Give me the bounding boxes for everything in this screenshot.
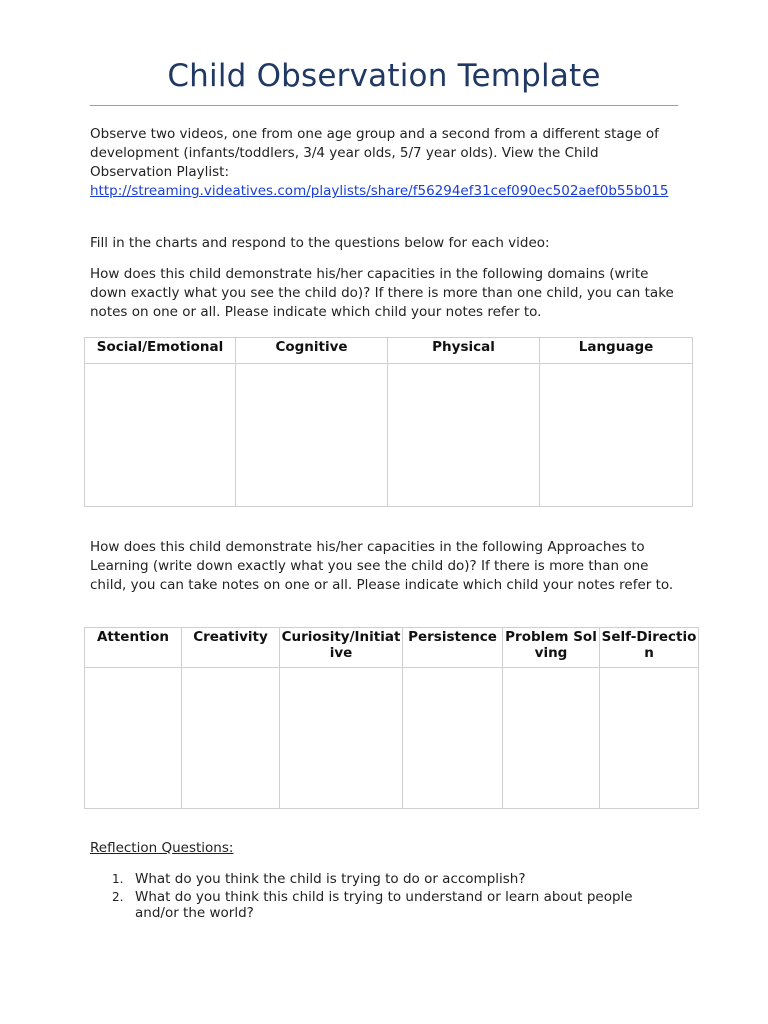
- reflection-heading: Reflection Questions:: [90, 840, 234, 856]
- playlist-link[interactable]: http://streaming.videatives.com/playlists/share/f56294ef31cef090ec502aef0b55b015: [90, 183, 669, 199]
- page-title: Child Observation Template: [167, 58, 601, 94]
- approach-header-curiosity-initiative: Curiosity/Initiative: [280, 628, 403, 668]
- intro-text: Observe two videos, one from one age group and a second from a different stage of development (infants/toddlers, 3/4 year olds, 5/7 year olds). View the Child Observation Playlist:: [90, 126, 659, 180]
- notes-cell-creativity[interactable]: [182, 668, 280, 809]
- approaches-table: [84, 627, 699, 809]
- notes-cell-physical[interactable]: [388, 364, 540, 507]
- notes-cell-social-emotional[interactable]: [85, 364, 236, 507]
- notes-cell-problem-solving[interactable]: [503, 668, 600, 809]
- question-text: What do you think this child is trying to understand or learn about people and/or the world?: [135, 889, 633, 921]
- notes-cell-self-direction[interactable]: [600, 668, 699, 809]
- approaches-header-row: [85, 628, 699, 668]
- approach-header-attention: Attention: [85, 628, 182, 668]
- domain-header-language: Language: [540, 338, 693, 364]
- question-text: What do you think the child is trying to do or accomplish?: [135, 871, 526, 887]
- reflection-question-list: [90, 871, 650, 923]
- domain-header-cognitive: Cognitive: [236, 338, 388, 364]
- question-number: 2.: [112, 890, 124, 904]
- list-item: [90, 889, 650, 921]
- title-underline: [90, 105, 678, 106]
- domains-table: [84, 337, 693, 507]
- approach-header-persistence: Persistence: [403, 628, 503, 668]
- list-item: [90, 871, 650, 887]
- approach-header-problem-solving: Problem Solving: [503, 628, 600, 668]
- notes-cell-curiosity-initiative[interactable]: [280, 668, 403, 809]
- fill-instruction: Fill in the charts and respond to the questions below for each video:: [90, 235, 550, 251]
- domains-prompt: How does this child demonstrate his/her capacities in the following domains (write down exactly what you see the child do)? If there is more than one child, you can take notes on one or all. Please indicate which child your notes refer to.: [90, 266, 674, 320]
- intro-paragraph: [90, 125, 680, 201]
- approaches-notes-row: [85, 668, 699, 809]
- approaches-prompt: How does this child demonstrate his/her capacities in the following Approaches to Learning (write down exactly what you see the child do)? If there is more than one child, you can take notes on one or all. Please indicate which child your notes refer to.: [90, 539, 674, 593]
- approach-header-creativity: Creativity: [182, 628, 280, 668]
- notes-cell-attention[interactable]: [85, 668, 182, 809]
- question-number: 1.: [112, 872, 124, 886]
- domains-notes-row: [85, 364, 693, 507]
- domains-header-row: [85, 338, 693, 364]
- approach-header-self-direction: Self-Direction: [600, 628, 699, 668]
- notes-cell-language[interactable]: [540, 364, 693, 507]
- notes-cell-persistence[interactable]: [403, 668, 503, 809]
- domain-header-physical: Physical: [388, 338, 540, 364]
- domain-header-social-emotional: Social/Emotional: [85, 338, 236, 364]
- notes-cell-cognitive[interactable]: [236, 364, 388, 507]
